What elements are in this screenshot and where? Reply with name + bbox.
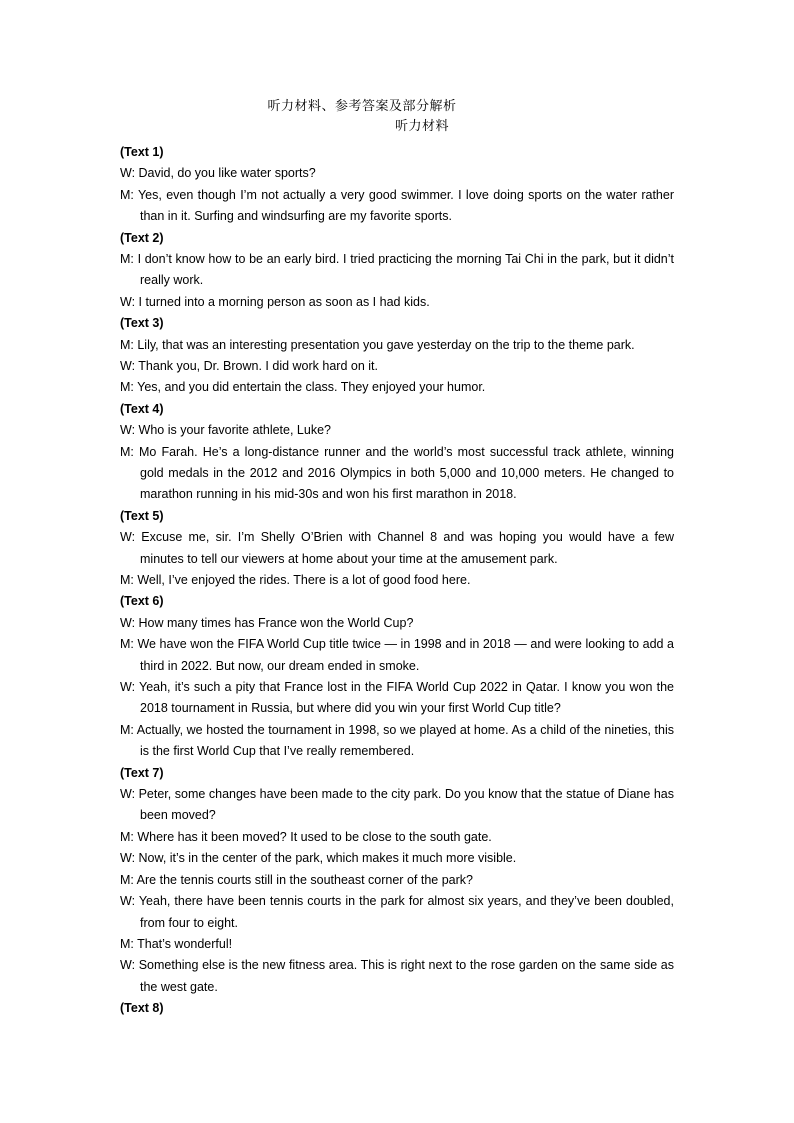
- section-text-2: [120, 228, 674, 314]
- dialogue-line: W: Who is your favorite athlete, Luke?: [120, 423, 331, 438]
- section-label: (Text 5): [120, 508, 164, 523]
- section-label: (Text 7): [120, 765, 164, 780]
- dialogue-line: M: Yes, even though I’m not actually a very good swimmer. I love doing sports on the water rather than in it. Surfing and windsurfing are my favorite sports.: [120, 187, 674, 224]
- section-label: (Text 1): [120, 145, 164, 159]
- section-label: (Text 8): [120, 1001, 164, 1016]
- dialogue-line: M: We have won the FIFA World Cup title twice — in 1998 and in 2018 — and were looking to add a third in 2022. But now, our dream ended in smoke.: [120, 637, 674, 673]
- dialogue-line: W: Yeah, it’s such a pity that France lost in the FIFA World Cup 2022 in Qatar. I know you won the 2018 tournament in Russia, but where did you win your first World Cup title?: [120, 680, 674, 716]
- dialogue-line: M: Are the tennis courts still in the southeast corner of the park?: [120, 872, 473, 887]
- section-label: (Text 2): [120, 230, 164, 245]
- dialogue-line: W: Thank you, Dr. Brown. I did work hard on it.: [120, 359, 378, 374]
- dialogue-line: W: Excuse me, sir. I’m Shelly O’Brien with Channel 8 and was hoping you would have a few minutes to tell our viewers at home about your time at the amusement park.: [120, 530, 674, 566]
- dialogue-line: M: Where has it been moved? It used to be close to the south gate.: [120, 829, 492, 844]
- section-label: (Text 4): [120, 401, 164, 416]
- dialogue-line: M: Mo Farah. He’s a long-distance runner and the world’s most successful track athlete, winning gold medals in the 2012 and 2016 Olympics in both 5,000 and 10,000 meters. He changed to marathon running in his mid-30s and won his first marathon in 2018.: [120, 444, 674, 502]
- section-text-7: [120, 763, 674, 998]
- dialogue-line: W: Yeah, there have been tennis courts in the park for almost six years, and they’ve been doubled, from four to eight.: [120, 894, 674, 930]
- dialogue-line: M: I don’t know how to be an early bird. I tried practicing the morning Tai Chi in the park, but it didn’t really work.: [120, 252, 674, 288]
- dialogue-line: W: David, do you like water sports?: [120, 166, 316, 181]
- dialogue-line: M: That’s wonderful!: [120, 936, 233, 951]
- section-text-8: [120, 998, 674, 1019]
- dialogue-line: M: Yes, and you did entertain the class. They enjoyed your humor.: [120, 380, 486, 395]
- section-label: (Text 6): [120, 594, 164, 609]
- dialogue-line: W: Now, it’s in the center of the park, which makes it much more visible.: [120, 851, 517, 866]
- dialogue-line: W: I turned into a morning person as soon as I had kids.: [120, 294, 430, 309]
- document-page: [120, 97, 674, 1020]
- dialogue-line: W: Peter, some changes have been made to the city park. Do you know that the statue of Diane has been moved?: [120, 787, 674, 823]
- section-text-3: [120, 313, 674, 399]
- section-label: (Text 3): [120, 316, 164, 331]
- section-text-1: [120, 142, 674, 228]
- dialogue-line: W: How many times has France won the World Cup?: [120, 615, 414, 630]
- dialogue-line: M: Well, I’ve enjoyed the rides. There is a lot of good food here.: [120, 573, 471, 588]
- dialogue-line: M: Actually, we hosted the tournament in 1998, so we played at home. As a child of the nineties, this is the first World Cup that I’ve really remembered.: [120, 722, 674, 759]
- document-title: 听力材料、参考答案及部分解析: [267, 98, 457, 113]
- document-subtitle: 听力材料: [394, 118, 449, 133]
- dialogue-line: M: Lily, that was an interesting presentation you gave yesterday on the trip to the theme park.: [120, 337, 635, 352]
- section-text-5: [120, 506, 674, 592]
- section-text-6: [120, 591, 674, 762]
- section-text-4: [120, 399, 674, 506]
- dialogue-line: W: Something else is the new fitness area. This is right next to the rose garden on the same side as the west gate.: [120, 958, 674, 994]
